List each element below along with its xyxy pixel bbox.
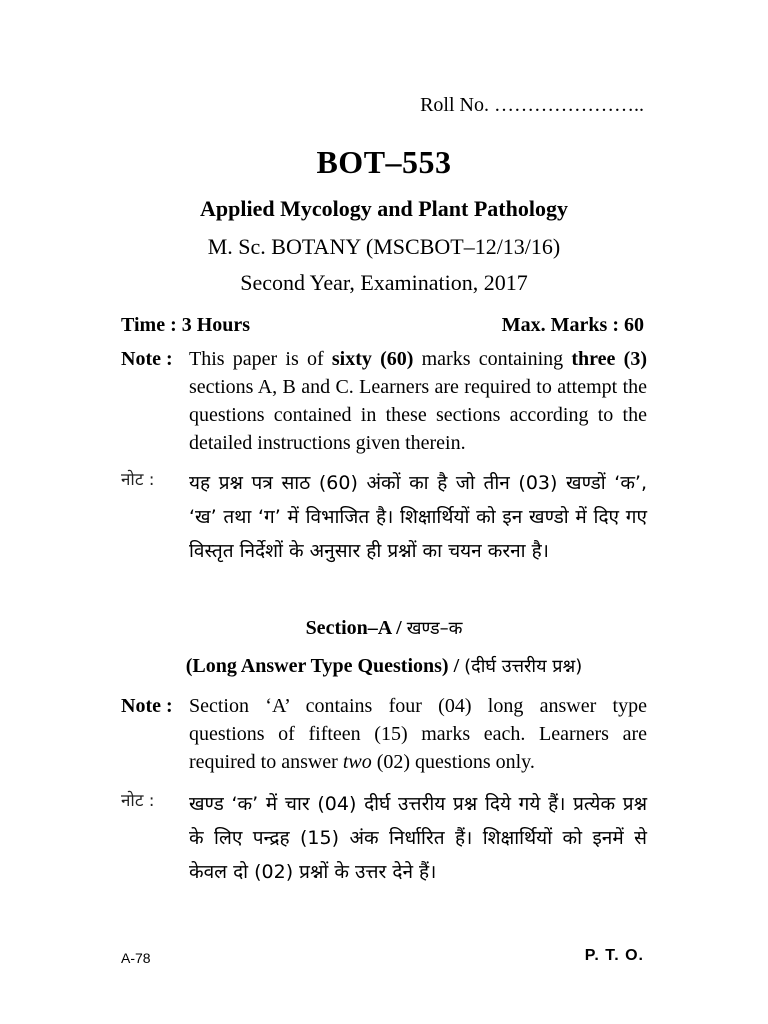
max-marks: Max. Marks : 60	[501, 314, 644, 336]
general-note-english	[121, 345, 647, 457]
note-text-part: Section ‘A’ contains four (04) long answer type questions of fifteen (15) marks each. Learners are required to answer	[189, 695, 647, 773]
section-note-hindi	[121, 787, 647, 889]
note-bold-marks: sixty (60)	[331, 348, 414, 370]
note-text-part: This paper is of	[189, 348, 332, 370]
note-label: Note :	[121, 695, 173, 717]
note-text	[189, 345, 647, 457]
time-allowed: Time : 3 Hours	[121, 314, 251, 336]
question-type-heading	[0, 654, 768, 678]
question-type-english: (Long Answer Type Questions) /	[185, 655, 460, 677]
note-text-hindi	[189, 466, 647, 568]
note-text-part: sections A, B and C. Learners are required to attempt the questions contained in these sections according to the detailed instructions given therein.	[189, 376, 647, 454]
note-hindi-body: यह प्रश्न पत्र साठ (60) अंकों का है जो तीन (03) खण्डों ‘क’, ‘ख’ तथा ‘ग’ में विभाजित है। शिक्षार्थियों को इन खण्डो में दिए गए विस्तृत निर्देशों के अनुसार ही प्रश्नों का चयन करना है।	[189, 472, 647, 562]
note-text	[189, 692, 647, 776]
section-heading-english: Section–A /	[305, 617, 402, 639]
note-label-hindi: नोट :	[121, 791, 155, 811]
section-heading	[0, 616, 768, 640]
question-type-hindi: (दीर्घ उत्तरीय प्रश्न)	[464, 656, 583, 677]
note-label: Note :	[121, 348, 173, 370]
section-heading-hindi: खण्ड–क	[406, 618, 463, 639]
note-text-hindi	[189, 787, 647, 889]
note-hindi-body: खण्ड ‘क’ में चार (04) दीर्घ उत्तरीय प्रश्न दिये गये हैं। प्रत्येक प्रश्न के लिए पन्द्रह (15) अंक निर्धारित हैं। शिक्षार्थियों को इनमें से केवल दो (02) प्रश्नों के उत्तर देने हैं।	[189, 793, 647, 883]
roll-number-line: Roll No. …………………..	[420, 94, 644, 116]
note-bold-three: three	[571, 348, 616, 370]
footer-code: A-78	[121, 950, 151, 966]
general-note-hindi	[121, 466, 647, 568]
section-note-english	[121, 692, 647, 776]
note-label-hindi: नोट :	[121, 470, 155, 490]
note-italic-two: two	[342, 751, 372, 773]
note-text-part: marks containing	[413, 348, 572, 370]
paper-code: BOT–553	[316, 144, 452, 180]
note-bold-three-num: (3)	[623, 348, 647, 370]
footer-pto: P. T. O.	[584, 947, 644, 964]
course-name: M. Sc. BOTANY (MSCBOT–12/13/16)	[207, 234, 561, 259]
paper-title: Applied Mycology and Plant Pathology	[200, 196, 568, 221]
note-text-part: (02) questions only.	[371, 751, 535, 773]
exam-year: Second Year, Examination, 2017	[240, 270, 528, 295]
